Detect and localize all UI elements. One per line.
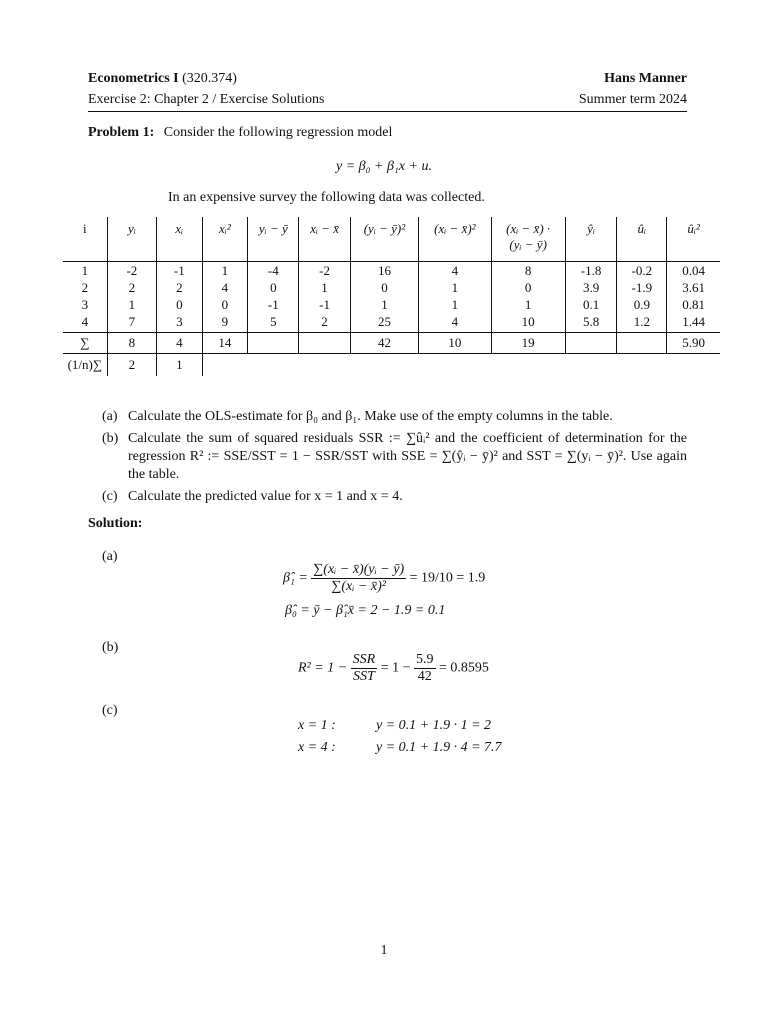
beta1-equation [283,562,485,595]
table-cell: 3 [157,313,203,333]
problem-label: Problem 1: [88,125,155,140]
beta1-rhs: = 19/10 = 1.9 [409,570,486,586]
table-cell [565,333,617,354]
course-code: (320.374) [182,71,237,86]
table-cell: 1 [491,296,565,313]
table-cell: 1 [107,296,156,313]
beta1-lhs: β̂₁ = [283,570,308,586]
table-cell: -4 [248,262,299,280]
table-header-cell: ûᵢ [617,217,667,262]
table-cell: 0.1 [565,296,617,313]
table-cell: 3.9 [565,279,617,296]
table-cell: 0 [248,279,299,296]
table-cell: 1 [157,354,203,377]
table-row [63,296,720,313]
numeric-fraction [414,652,436,685]
table-cell: 2 [81,280,89,295]
r-squared-equation [298,652,489,685]
page-number: 1 [380,943,388,958]
task-text: Calculate the predicted value for x = 1 and x = 4. [128,489,403,504]
table-cell: 3 [81,297,89,312]
table-cell: 0 [491,279,565,296]
table-header-cell: ûᵢ² [667,217,720,262]
beta1-fraction [311,562,406,595]
author-name: Hans Manner [604,71,687,86]
table-header-cell: xᵢ [157,217,203,262]
beta0-equation: β̂₀ = ȳ − β̂₁x̄ = 2 − 1.9 = 0.1 [285,603,446,618]
table-cell: 42 [350,333,419,354]
table-cell: 0.9 [617,296,667,313]
table-cell: 1.2 [617,313,667,333]
table-header-cell: (yᵢ − ȳ)² [350,217,419,262]
table-cell: 1 [350,296,419,313]
table-cell: 0.04 [667,262,720,280]
table-cell [617,333,667,354]
solution-part-label: (c) [102,703,118,718]
course-heading [88,71,237,87]
table-header-cell: xᵢ − x̄ [299,217,350,262]
course-title: Econometrics I [88,71,179,86]
regression-model-equation: y = β₀ + β₁x + u. [336,159,432,174]
term-label: Summer term 2024 [578,92,687,107]
table-header-cell: (xᵢ − x̄)² [419,217,491,262]
prediction-rhs-1: y = 0.1 + 1.9 · 1 = 2 [376,718,492,733]
problem-statement [88,125,688,141]
table-header-row [63,217,720,262]
fraction-denominator: 42 [417,669,432,684]
r-squared-mid: = 1 − [380,660,411,676]
r-squared-rhs: = 0.8595 [439,660,489,676]
table-cell: 4 [157,333,203,354]
prediction-rhs-2: y = 0.1 + 1.9 · 4 = 7.7 [376,740,502,755]
table-cell: 0 [157,296,203,313]
solution-part-label: (b) [102,640,119,655]
table-cell: 4 [419,313,491,333]
table-cell: 10 [419,333,491,354]
table-header-cell-cross-product [491,217,565,262]
fraction-numerator: SSR [352,652,376,667]
table-cell: 2 [157,279,203,296]
table-cell: 1 [419,279,491,296]
header-bottom-row [88,92,687,108]
table-cell: 8 [107,333,156,354]
table-header-line: (yᵢ − ȳ) [509,237,547,252]
table-cell: 0 [350,279,419,296]
table-cell: 7 [107,313,156,333]
table-sum-row [63,333,720,354]
table-cell: -2 [299,262,350,280]
prediction-lhs-1: x = 1 : [298,718,336,733]
table-cell: 1 [419,296,491,313]
table-cell: 4 [202,279,248,296]
table-cell: -0.2 [617,262,667,280]
survey-text: In an expensive survey the following data was collected. [168,190,485,205]
table-cell: -1.9 [617,279,667,296]
task-label: (b) [102,431,119,446]
table-cell: 1 [202,262,248,280]
table-cell: 9 [202,313,248,333]
table-cell [299,333,350,354]
task-text: Calculate the OLS-estimate for β₀ and β₁. Make use of the empty columns in the table. [128,409,613,424]
table-cell: -1 [157,262,203,280]
solution-part-label: (a) [102,549,118,564]
header-top-row [88,71,687,87]
table-header-cell: yᵢ [107,217,156,262]
table-cell: 1 [81,263,89,278]
r-squared-lhs: R² = 1 − [298,660,348,676]
exercise-subtitle: Exercise 2: Chapter 2 / Exercise Solutions [88,92,325,107]
fraction-numerator: 5.9 [416,652,434,667]
table-cell: -1 [248,296,299,313]
table-cell: 0.81 [667,296,720,313]
table-cell: 25 [350,313,419,333]
table-cell: -2 [107,262,156,280]
table-cell: 5 [248,313,299,333]
sum-symbol: ∑ [63,333,107,354]
table-cell: 3.61 [667,279,720,296]
list-item [102,488,687,506]
beta1-denominator: ∑(xᵢ − x̄)² [331,579,386,594]
table-cell: 2 [107,354,156,377]
ssr-sst-fraction [351,652,378,685]
list-item [102,408,687,426]
prediction-lhs-2: x = 4 : [298,740,336,755]
table-cell: 5.90 [667,333,720,354]
table-row [63,313,720,333]
table-empty-cell [202,354,720,377]
table-cell: 4 [81,314,89,329]
table-mean-row [63,354,720,377]
fraction-denominator: SST [353,669,375,684]
table-header-cell: yᵢ − ȳ [248,217,299,262]
task-text: Calculate the sum of squared residuals SSR := ∑ûᵢ² and the coefficient of determination for the regression R² := SSE/SST = 1 − SSR/SST with SSE = ∑(ŷᵢ − ȳ)² and SST = ∑(yᵢ − ȳ)². Use again the table. [128,431,687,482]
table-cell: -1 [299,296,350,313]
problem-intro: Consider the following regression model [163,125,393,140]
list-item [102,430,687,484]
task-list [102,408,687,510]
table-cell: 2 [107,279,156,296]
table-row [63,262,720,280]
table-cell: -1.8 [565,262,617,280]
table-cell: 0 [202,296,248,313]
table-header-cell: xᵢ² [202,217,248,262]
table-header-cell: i [63,217,107,262]
table-cell: 1.44 [667,313,720,333]
table-cell [248,333,299,354]
table-cell: 4 [419,262,491,280]
table-cell: 2 [299,313,350,333]
header-rule [88,111,687,112]
table-header-cell: ŷᵢ [565,217,617,262]
data-table [63,217,720,376]
table-header-line: (xᵢ − x̄) · [506,221,551,236]
table-row [63,279,720,296]
table-cell: 8 [491,262,565,280]
table-cell: 10 [491,313,565,333]
table-cell: 5.8 [565,313,617,333]
table-cell: 19 [491,333,565,354]
task-label: (c) [102,489,118,504]
beta1-numerator: ∑(xᵢ − x̄)(yᵢ − ȳ) [313,562,405,577]
table-cell: 14 [202,333,248,354]
task-label: (a) [102,409,118,424]
table-cell: 1 [299,279,350,296]
mean-symbol: (1/n)∑ [67,357,103,372]
solution-title: Solution: [88,516,143,531]
table-cell: 16 [350,262,419,280]
